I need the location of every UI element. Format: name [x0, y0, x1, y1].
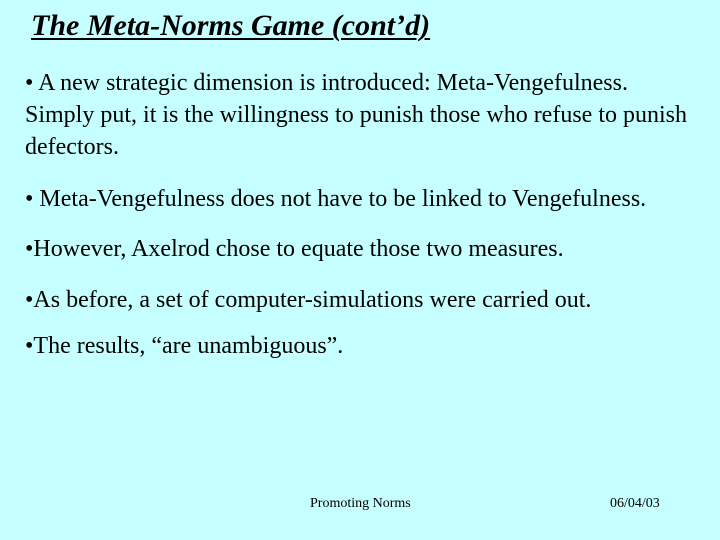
bullet-results: •The results, “are unambiguous”.: [25, 333, 344, 359]
footer-title: Promoting Norms: [310, 496, 411, 511]
bullet-meta-vengefulness: • A new strategic dimension is introduced: Meta-Vengefulness. Simply put, it is the willingness to punish those who refuse to punish defectors.: [25, 70, 687, 160]
footer-date: 06/04/03: [610, 496, 660, 511]
bullet-list: [25, 67, 695, 382]
bullet-not-linked: • Meta-Vengefulness does not have to be linked to Vengefulness.: [25, 186, 647, 212]
slide-title: The Meta-Norms Game (cont’d): [31, 9, 431, 42]
bullet-simulations: •As before, a set of computer-simulations were carried out.: [25, 287, 592, 313]
bullet-axelrod-choice: •However, Axelrod chose to equate those two measures.: [25, 236, 564, 262]
